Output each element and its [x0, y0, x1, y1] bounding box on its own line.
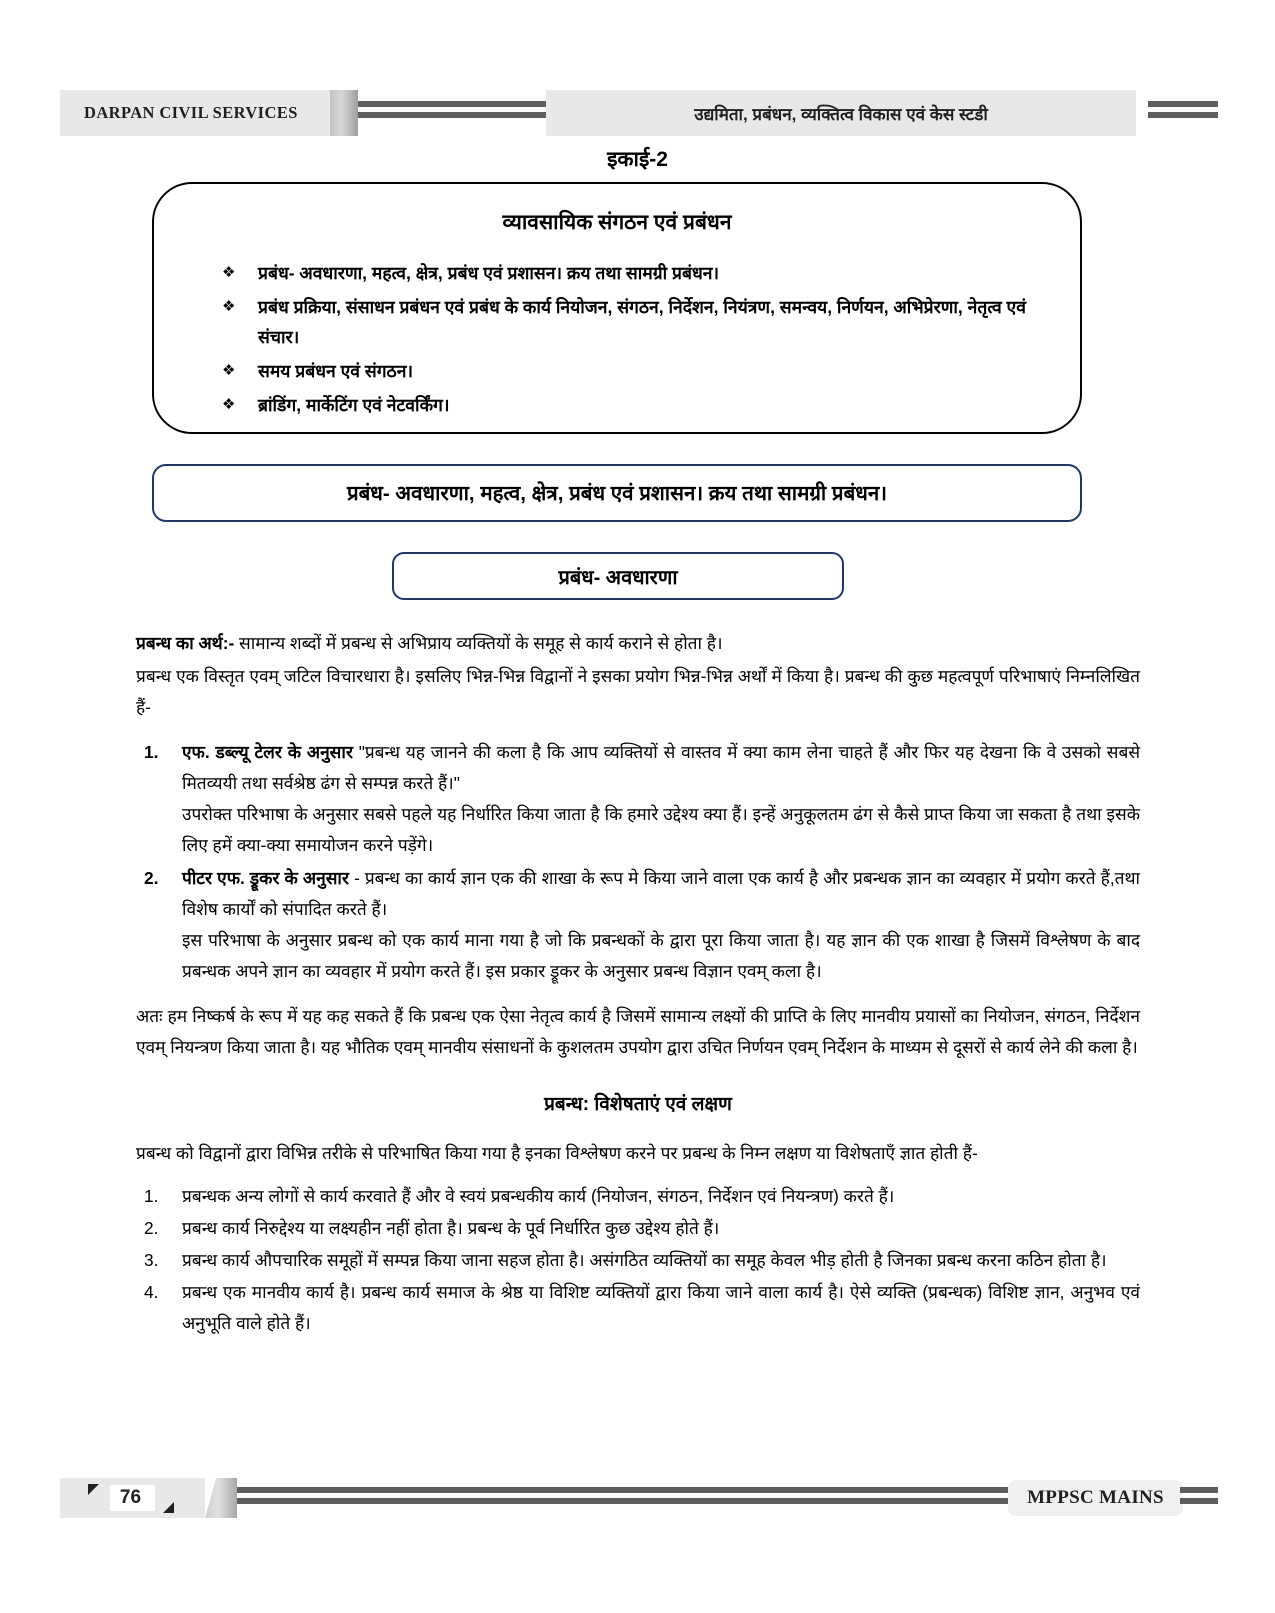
features-intro-paragraph: प्रबन्ध को विद्वानों द्वारा विभिन्न तरीके से परिभाषित किया गया है इनका विश्लेषण करने पर प्रबन्ध के निम्न लक्षण या विशेषताएँ ज्ञात होती हैं- — [136, 1143, 978, 1163]
diamond-bullet-icon: ❖ — [222, 298, 236, 315]
diamond-bullet-icon: ❖ — [222, 264, 236, 281]
syllabus-item — [216, 258, 1042, 288]
feature-item — [136, 1213, 1140, 1244]
header-end-bar-2 — [1148, 112, 1218, 118]
footer-bar-2 — [235, 1498, 1025, 1504]
definition-quote: "प्रबन्ध यह जानने की कला है कि आप व्यक्तियों से वास्तव में क्या काम लेना चाहते हैं और फिर यह देखना कि वे उसको सबसे मितव्ययी तथा सर्वश्रेष्ठ ढंग से सम्पन्न करते हैं।" — [182, 742, 1140, 793]
definition-number: 2. — [144, 868, 159, 888]
footer-exam-label: MPPSC MAINS — [1027, 1487, 1164, 1508]
footer-end-bar-1 — [1180, 1487, 1218, 1493]
header-subject-title: उद्यमिता, प्रबंधन, व्यक्तित्व विकास एवं केस स्टडी — [694, 104, 988, 124]
footer-decorative-bars — [235, 1487, 1025, 1511]
subtopic-heading-text: प्रबंध- अवधारणा — [558, 566, 678, 589]
conclusion-paragraph: अतः हम निष्कर्ष के रूप में यह कह सकते हैं कि प्रबन्ध एक ऐसा नेतृत्व कार्य है जिसमें सामान्य लक्ष्यों की प्राप्ति के लिए मानवीय प्रयासों का नियोजन, संगठन, निर्देशन एवम् नियन्त्रण किया जाता है। यह भौतिक एवम् मानवीय संसाधनों के कुशलतम उपयोग द्वारा उचित निर्णयन एवम् निर्देशन के माध्यम से दूसरों से कार्य लेने की कला है। — [136, 1006, 1140, 1057]
syllabus-box-title: व्यावसायिक संगठन एवं प्रबंधन — [502, 211, 732, 234]
features-list — [136, 1181, 1140, 1339]
syllabus-bullet-list — [154, 258, 1080, 420]
feature-item — [136, 1181, 1140, 1212]
header-subject-plate — [546, 90, 1136, 136]
triangle-marker-left-icon — [88, 1484, 99, 1495]
syllabus-item-text: प्रबंध प्रक्रिया, संसाधन प्रबंधन एवं प्रबंध के कार्य नियोजन, संगठन, निर्देशन, नियंत्रण, समन्वय, निर्णयन, अभिप्रेरणा, नेतृत्व एवं संचार। — [258, 297, 1026, 347]
footer-exam-plate — [1008, 1480, 1183, 1516]
definition-author: एफ. डब्ल्यू टेलर के अनुसार — [182, 742, 359, 762]
triangle-marker-right-icon — [163, 1502, 174, 1513]
definition-explanation: उपरोक्त परिभाषा के अनुसार सबसे पहले यह निर्धारित किया जाता है कि हमारे उद्देश्य क्या हैं। इन्हें अनुकूलतम ढंग से कैसे प्राप्त किया जा सकता है तथा इसके लिए हमें क्या-क्या समायोजन करने पड़ेंगे। — [182, 804, 1140, 855]
syllabus-item-text: प्रबंध- अवधारणा, महत्व, क्षेत्र, प्रबंध एवं प्रशासन। क्रय तथा सामग्री प्रबंधन। — [258, 263, 720, 283]
syllabus-item — [216, 292, 1042, 352]
feature-number: 1. — [144, 1186, 159, 1206]
footer-end-bars — [1180, 1487, 1218, 1511]
syllabus-box — [152, 182, 1082, 434]
header-end-bar-1 — [1148, 101, 1218, 107]
diamond-bullet-icon: ❖ — [222, 362, 236, 379]
header-brand-text: DARPAN CIVIL SERVICES — [84, 103, 298, 122]
header-end-bars — [1148, 101, 1218, 125]
subtopic-heading-box — [392, 552, 844, 600]
feature-item — [136, 1277, 1140, 1339]
footer-end-bar-2 — [1180, 1498, 1218, 1504]
topic-heading-box — [152, 464, 1082, 522]
footer-page-number: 76 — [110, 1485, 155, 1511]
feature-number: 4. — [144, 1282, 159, 1302]
definition-item — [136, 863, 1140, 987]
definition-item — [136, 737, 1140, 861]
meaning-label: प्रबन्ध का अर्थ:- — [136, 633, 235, 653]
syllabus-item — [216, 356, 1042, 386]
feature-number: 3. — [144, 1250, 159, 1270]
meaning-text: सामान्य शब्दों में प्रबन्ध से अभिप्राय व्यक्तियों के समूह से कार्य कराने से होता है। — [234, 633, 723, 653]
syllabus-item-text: ब्रांडिंग, मार्केटिंग एवं नेटवर्किंग। — [258, 395, 450, 415]
page-footer — [0, 1478, 1275, 1538]
feature-text: प्रबन्ध कार्य औपचारिक समूहों में सम्पन्न किया जाना सहज होता है। असंगठित व्यक्तियों का समूह केवल भीड़ होती है जिनका प्रबन्ध करना कठिन होता है। — [182, 1250, 1107, 1270]
definition-quote: - प्रबन्ध का कार्य ज्ञान एक की शाखा के रूप मे किया जाने वाला एक कार्य है और प्रबन्धक ज्ञान का व्यवहार में प्रयोग करते हैं,तथा विशेष कार्यों को संपादित करते हैं। — [182, 868, 1140, 919]
header-wedge-shape — [328, 90, 358, 136]
meaning-paragraph — [136, 628, 1140, 659]
syllabus-item-text: समय प्रबंधन एवं संगठन। — [258, 361, 414, 381]
unit-label: इकाई-2 — [607, 148, 668, 171]
header-brand-plate — [60, 90, 328, 136]
definitions-list — [136, 737, 1140, 987]
feature-text: प्रबन्धक अन्य लोगों से कार्य करवाते हैं और वे स्वयं प्रबन्धकीय कार्य (नियोजन, संगठन, निर्देशन एवं नियन्त्रण) करते हैं। — [182, 1186, 895, 1206]
footer-page-plate — [60, 1478, 205, 1518]
definition-author: पीटर एफ. ड्रूकर के अनुसार — [182, 868, 349, 888]
feature-text: प्रबन्ध एक मानवीय कार्य है। प्रबन्ध कार्य समाज के श्रेष्ठ या विशिष्ट व्यक्तियों द्वारा किया जाने वाला कार्य है। ऐसे व्यक्ति (प्रबन्धक) विशिष्ट ज्ञान, अनुभव एवं अनुभूति वाले होते हैं। — [182, 1282, 1140, 1333]
syllabus-item — [216, 390, 1042, 420]
feature-item — [136, 1245, 1140, 1276]
footer-bar-1 — [235, 1487, 1025, 1493]
intro-paragraph: प्रबन्ध एक विस्तृत एवम् जटिल विचारधारा है। इसलिए भिन्न-भिन्न विद्वानों ने इसका प्रयोग भिन्न-भिन्न अर्थों में किया है। प्रबन्ध की कुछ महत्वपूर्ण परिभाषाएं निम्नलिखित हैं- — [136, 666, 1140, 717]
footer-wedge-shape — [205, 1478, 237, 1518]
features-heading: प्रबन्ध: विशेषताएं एवं लक्षण — [544, 1094, 732, 1115]
feature-number: 2. — [144, 1218, 159, 1238]
diamond-bullet-icon: ❖ — [222, 396, 236, 413]
page-content — [136, 628, 1140, 1340]
feature-text: प्रबन्ध कार्य निरुद्देश्य या लक्ष्यहीन नहीं होता है। प्रबन्ध के पूर्व निर्धारित कुछ उद्देश्य होते हैं। — [182, 1218, 720, 1238]
definition-number: 1. — [144, 742, 159, 762]
topic-heading-text: प्रबंध- अवधारणा, महत्व, क्षेत्र, प्रबंध एवं प्रशासन। क्रय तथा सामग्री प्रबंधन। — [346, 482, 888, 505]
page-header — [0, 90, 1275, 142]
definition-explanation: इस परिभाषा के अनुसार प्रबन्ध को एक कार्य माना गया है जो कि प्रबन्धकों के द्वारा पूरा किया जाता है। यह ज्ञान की एक शाखा है जिसमें विश्लेषण के बाद प्रबन्धक अपने ज्ञान का व्यवहार में प्रयोग करते हैं। इस प्रकार ड्रूकर के अनुसार प्रबन्ध विज्ञान एवम् कला है। — [182, 930, 1140, 981]
